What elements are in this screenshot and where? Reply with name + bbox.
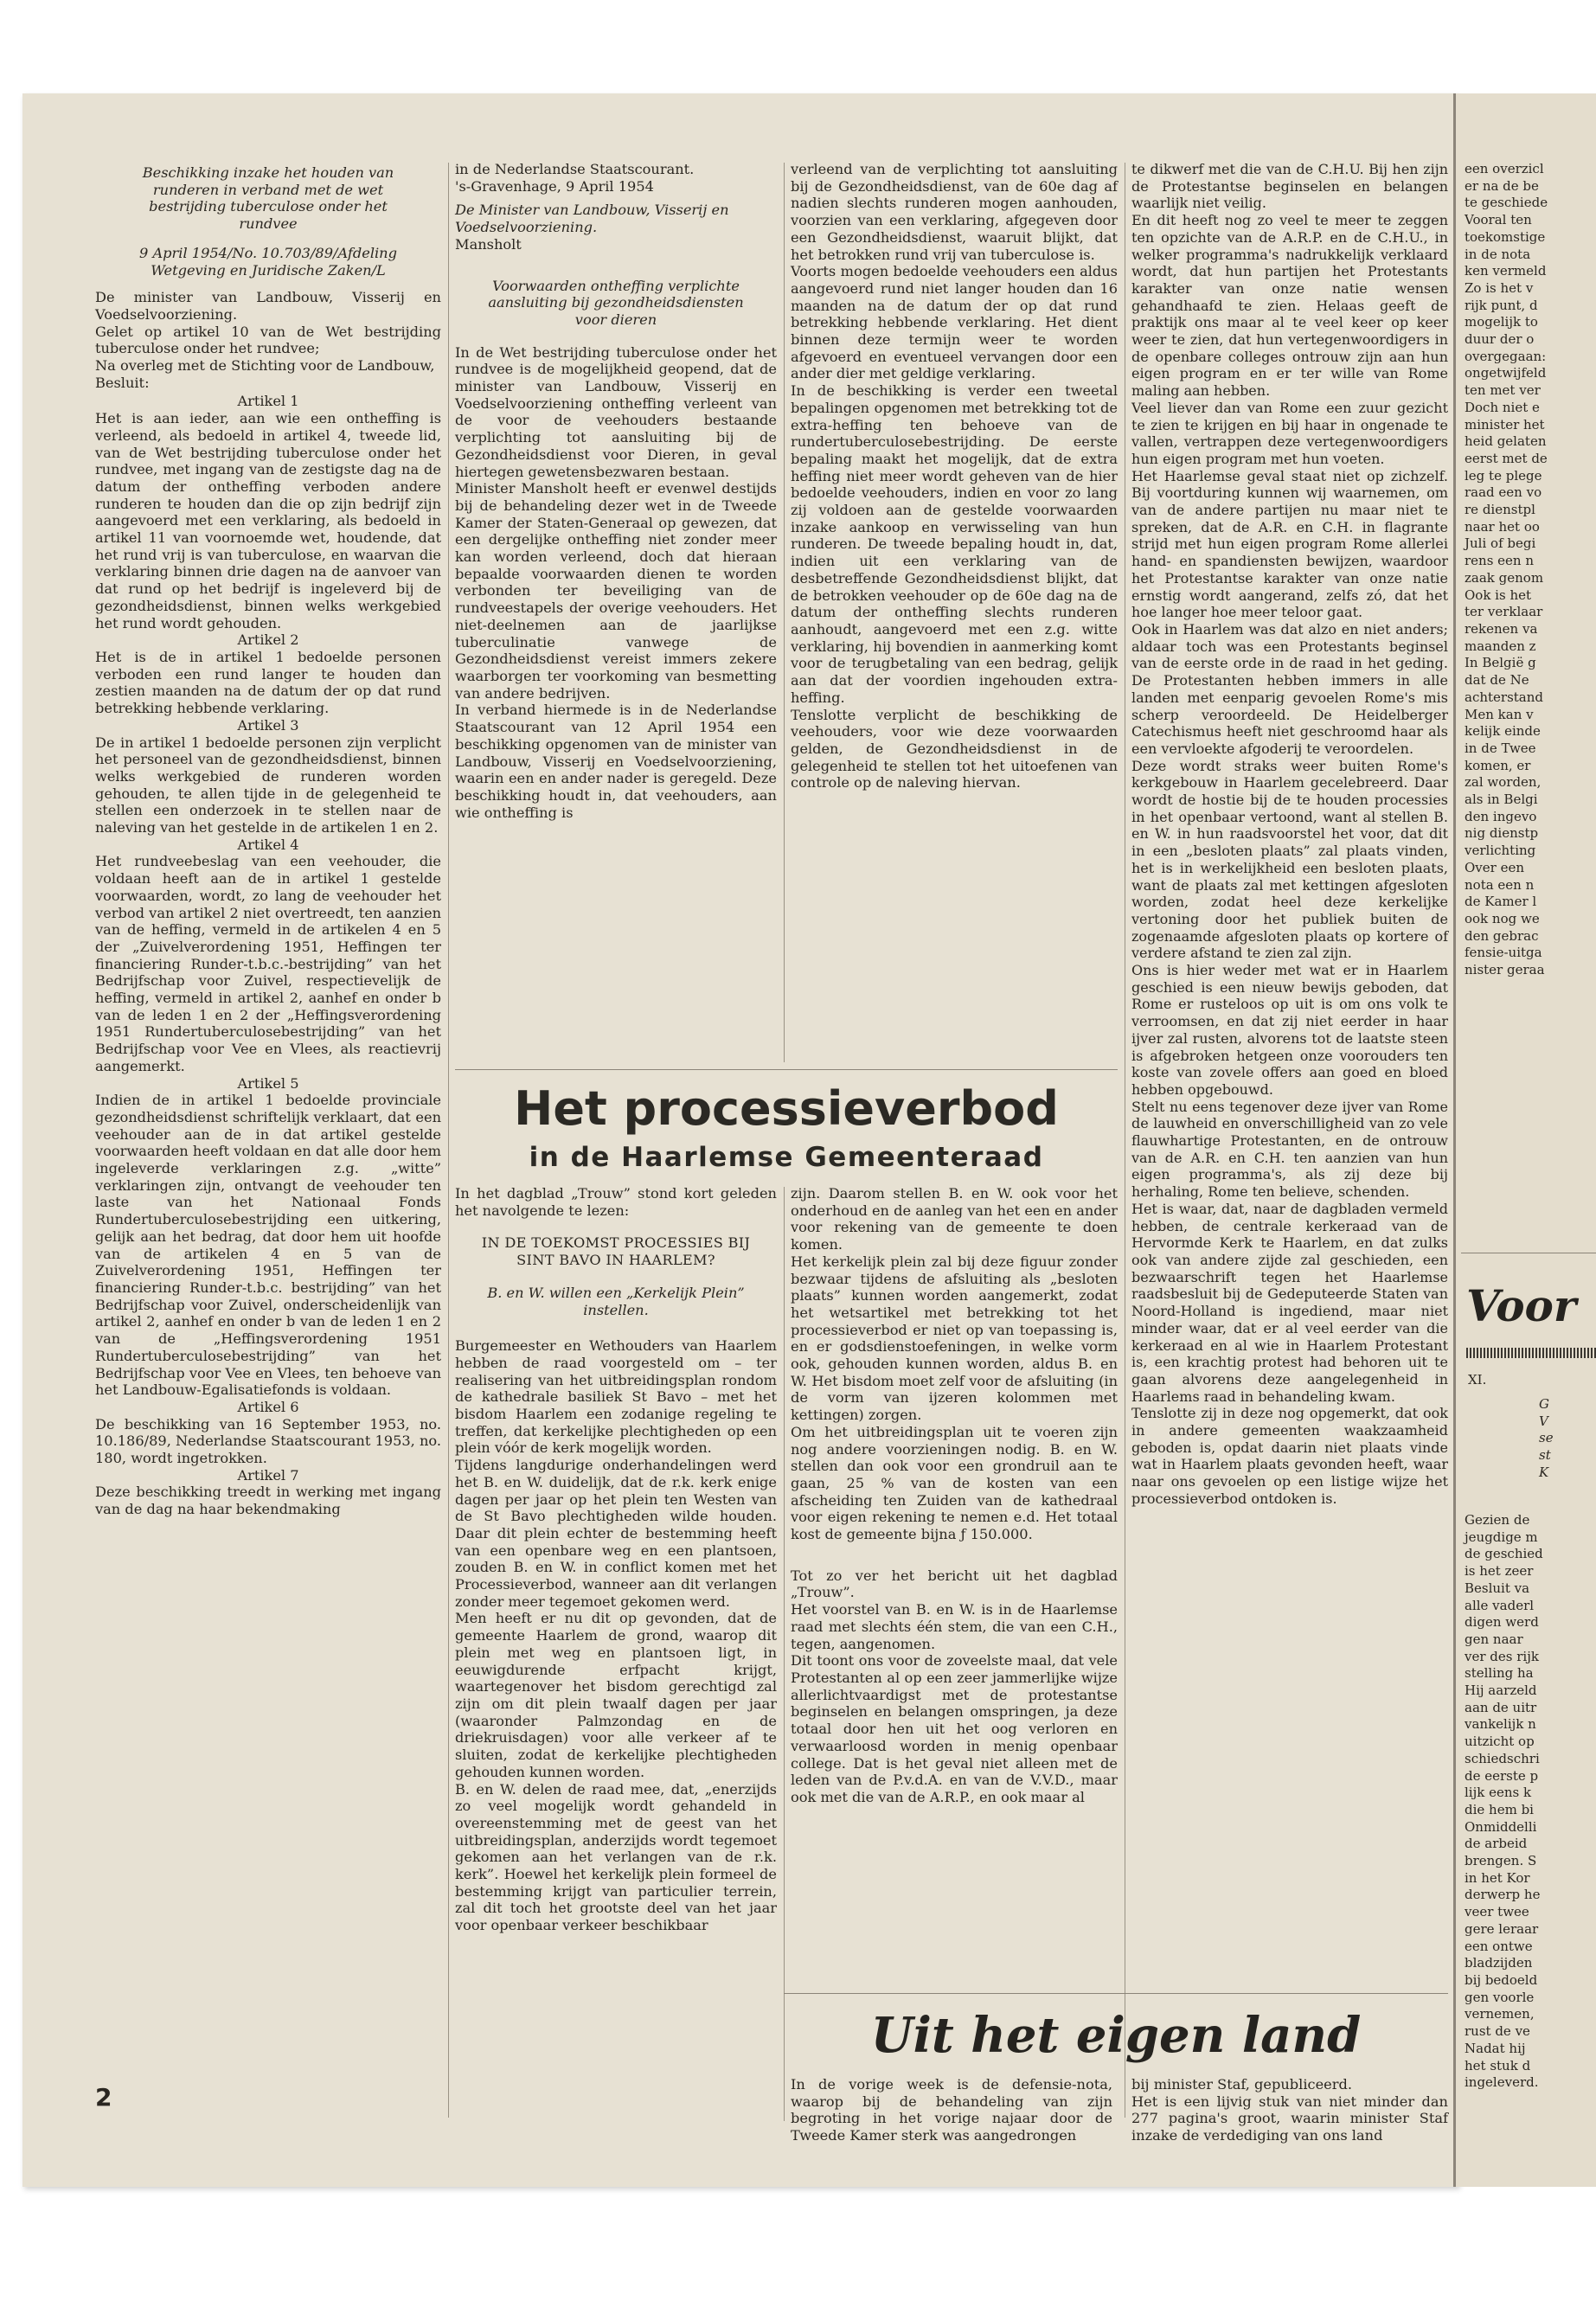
adjacent-text-line: gen voorle [1465, 1989, 1535, 2005]
section-rule [784, 1993, 1448, 1994]
decree-dateline: 9 April 1954/No. 10.703/89/Afdeling Wetgeving en Juridische Zaken/L [139, 244, 397, 279]
section-rule [455, 1069, 1118, 1070]
commentary-text: Tot zo ver het bericht uit het dagblad „Trouw”. Het voorstel van B. en W. is in de Haarlemse raad met slechts één stem, die van een C.H., tegen, aangenomen. Dit toont ons voor de zoveelste maal, dat vele Protestanten al op een zeer jammerlijke wijze allerlichtvaardigst met de protestantse beginselen en belangen omspringen, ja deze totaal door hen uit het oog verloren en verwaarloosd worden in menig openbaar college. Dat is het geval niet alleen met de leden van de P.v.d.A. en van de V.V.D., maar ook met die van de A.R.P., en ook maar al [791, 1567, 1118, 1805]
adjacent-text-line: als in Belgi [1465, 792, 1538, 808]
col2-text-1: in de Nederlandse Staatscourant. 's-Gravenhage, 9 April 1954 [455, 161, 695, 195]
decree-intro: De minister van Landbouw, Visserij en Voedselvoorziening. Gelet op artikel 10 van de Wet bestrijding tuberculose onder het rundvee; Na overleg met de Stichting voor de Landbouw, Besluit: [95, 289, 441, 391]
column-2 [455, 161, 777, 821]
adjacent-text-line: zaak genom [1465, 569, 1544, 586]
adjacent-text-line: Doch niet e [1465, 399, 1540, 415]
adjacent-text-line: nister geraa [1465, 962, 1545, 978]
article-7-text: Deze beschikking treedt in werking met ingang van de dag na haar bekendmaking [95, 1484, 441, 1518]
trouw-text: Burgemeester en Wethouders van Haarlem hebben de raad voorgesteld om – ter realisering van het uitbreidingsplan rondom de kathedrale basiliek St Bavo – met het bisdom Haarlem een zodanige regeling te treffen, dat kerkelijke plechtigheden op een plein vóór de kerk mogelijk worden. Tijdens langdurige onderhandelingen werd het B. en W. duidelijk, dat de r.k. kerk enige dagen per jaar op het plein ten Westen van de St Bavo plechtigheden wilde houden. Daar dit plein echter de bestemming heeft van een openbare weg en een plantsoen, zouden B. en W. in conflict komen met het Processieverbod, wanneer aan dit verlangen zonder meer tegemoet gekomen werd. Men heeft er nu dit op gevonden, dat de gemeente Haarlem de grond, waarop dit plein met weg en plantsoen ligt, in eeuwigdurende erfpacht krijgt, waartegenover het bisdom gerechtigd zal zijn om dit plein twaalf dagen per jaar (waaronder Palmzondag en de driekruisdagen) voor alle verkeer af te sluiten, zodat de kerkelijke plechtigheden gehouden kunnen worden. B. en W. delen de raad mee, dat, „enerzijds zo veel mogelijk wordt gehandeld in overeenstemming met de geest van het uitbreidingsplan, anderzijds wordt tegemoet gekomen aan het verlangen van de r.k. kerk”. Hoewel het kerkelijk plein formeel de bestemming krijgt van particulier terrein, zal dit toch het grootste deel van het jaar voor openbaar verkeer beschikbaar [455, 1337, 777, 1934]
adjacent-text-line: overgegaan: [1465, 348, 1547, 364]
adjacent-text-line: de geschied [1465, 1546, 1543, 1562]
article-2-title: Artikel 2 [237, 631, 299, 649]
adjacent-text-line: den ingevo [1465, 808, 1537, 824]
adjacent-text-line: toekomstige [1465, 228, 1546, 245]
newspaper-page [22, 93, 1458, 2187]
article-4-text: Het rundveebeslag van een veehouder, die voldaan heeft aan de in artikel 1 gestelde voorwaarden, wordt, zo lang de veehouder het verbod van artikel 2 niet overtreedt, ten aanzien van de heffing, vermeld in de artikelen 4 en 5 der „Zuivelverordening 1951, Heffingen ter financiering Runder-t.b.c.-bestrijding” van het Bedrijfschap voor Zuivel, respectievelijk de heffing, vermeld in artikel 2, aanhef en onder b van de leden 1 en 2 der „Heffingsverordening 1951 Rundertuberculosebestrijding” van het Bedrijfschap voor Vee en Vlees, als reactievrij aangemerkt. [95, 853, 441, 1074]
adjacent-side-letter: K [1539, 1464, 1549, 1480]
adjacent-text-line: Hij aarzeld [1465, 1682, 1537, 1699]
adjacent-text-line: de eerste p [1465, 1767, 1539, 1784]
adjacent-text-line: ter verklaar [1465, 604, 1543, 620]
adjacent-text-line: ook nog we [1465, 910, 1540, 926]
col3-text: verleend van de verplichting tot aansluiting bij de Gezondheidsdienst, van de 60e dag af nadien slechts runderen mogen aanhouden, voorzien van een verklaring, afgegeven door een Gezondheidsdienst, waaruit blijkt, dat het betrokken rund vrij van tuberculose is. Voorts mogen bedoelde veehouders een aldus aangevoerd rund niet langer houden dan 16 maanden na de datum der op dat rund betrekking hebbende verklaring. Het dient binnen deze termijn weer te worden afgevoerd en eventueel vervangen door een ander dier met geldige verklaring. In de beschikking is verder een tweetal bepalingen opgenomen met betrekking tot de extra-heffing ten behoeve van de rundertuberculosebestrijding. De eerste bepaling maakt het mogelijk, dat de extra heffing niet meer wordt geheven van de hier bedoelde veehouders, indien en voor zo lang zij voldoen aan de gestelde voorwaarden inzake aankoop en verwisseling van hun runderen. De tweede bepaling houdt in, dat, indien uit een verklaring van de desbetreffende Gezondheidsdienst blijkt, dat de betrokken veehouder op de 60e dag na de datum der ontheffing slechts runderen aanhoudt, aangevoerd met een z.g. witte verklaring, hij bovendien in aanmerking komt voor de terugbetaling van een bedrag, gelijk aan dat der voordien ingehouden extra-heffing. Tenslotte verplicht de beschikking de veehouders, voor wie deze voorwaarden gelden, de Gezondheidsdienst in de gelegenheid te stellen tot het uitoefenen van controle op de naleving hiervan. [791, 161, 1118, 792]
trouw-intro: In het dagblad „Trouw” stond kort geleden het navolgende te lezen: [455, 1185, 777, 1219]
adjacent-text-line: eerst met de [1465, 450, 1548, 466]
adjacent-side-letter: G [1539, 1396, 1549, 1412]
adjacent-text-line: minister het [1465, 416, 1545, 433]
adjacent-text-line: veer twee [1465, 1904, 1529, 1920]
adjacent-text-line: dat de Ne [1465, 672, 1529, 689]
adjacent-text-line: brengen. S [1465, 1853, 1537, 1869]
uit-text: In de vorige week is de defensie-nota, waarop bij de behandeling van zijn begroting in het vorige najaar door de Tweede Kamer sterk was aangedrongen [791, 2076, 1112, 2144]
adjacent-text-line: heid gelaten [1465, 433, 1547, 450]
adjacent-text-line: lijk eens k [1465, 1785, 1532, 1801]
adjacent-text-line: er na de be [1465, 177, 1539, 194]
adjacent-text-line: Men kan v [1465, 706, 1534, 722]
adjacent-text-line: de arbeid [1465, 1836, 1528, 1852]
adjacent-text-line: Vooral ten [1465, 212, 1532, 228]
adjacent-text-line: rijk punt, d [1465, 297, 1538, 313]
adjacent-text-line: gere leraar [1465, 1920, 1539, 1937]
adjacent-text-line: een overzicl [1465, 161, 1544, 176]
adjacent-text-line: Nadat hij [1465, 2040, 1526, 2056]
adjacent-text-line: Besluit va [1465, 1580, 1530, 1596]
adjacent-page [1453, 93, 1596, 2187]
trouw-subheadline: B. en W. willen een „Kerkelijk Plein” instellen. [487, 1284, 745, 1318]
processie-column-b [791, 1185, 1118, 1806]
adjacent-text-line: in het Kor [1465, 1869, 1530, 1886]
adjacent-text-line: in de nota [1465, 246, 1531, 262]
page-number: 2 [95, 2083, 112, 2112]
adjacent-text-line: achterstand [1465, 689, 1544, 705]
adjacent-side-letter: st [1539, 1447, 1551, 1464]
adjacent-text-line: duur der o [1465, 331, 1535, 348]
adjacent-text-line: ten met ver [1465, 382, 1541, 399]
column-divider [784, 163, 785, 1062]
uit-het-eigen-land-headline: Uit het eigen land [870, 2007, 1362, 2064]
adjacent-text-line: fensie-uitga [1465, 945, 1542, 961]
adjacent-side-letter: se [1539, 1430, 1554, 1446]
adjacent-text-line: is het zeer [1465, 1563, 1534, 1580]
adjacent-text-line: ongetwijfeld [1465, 365, 1547, 381]
adjacent-text-line: den gebrac [1465, 927, 1539, 944]
adjacent-text-line: leg te plege [1465, 467, 1542, 484]
adjacent-text-line: kelijk einde [1465, 723, 1541, 740]
adjacent-text-line: Gezien de [1465, 1512, 1530, 1528]
adjacent-text-line: Juli of begi [1465, 535, 1536, 552]
adjacent-text-line: re dienstpl [1465, 502, 1535, 518]
adjacent-text-line: in de Twee [1465, 740, 1536, 756]
decorative-bar [1466, 1348, 1596, 1358]
article-5-text: Indien de in artikel 1 bedoelde provinciale gezondheidsdienst schriftelijk verklaart, dat een veehouder aan de in dat artikel gestelde voorwaarden heeft voldaan en dat alle door hem ingeleverde verklaringen z.g. „witte” verklaringen zijn, ontvangt de veehouder ten laste van het Nationaal Fonds Rundertuberculosebestrijding een uitkering, gelijk aan het bedrag, dat door hem uit hoofde van de artikelen 4 en 5 van de Zuivelverordening 1951, Heffingen ter financiering Runder-t.b.c. bestrijding” van het Bedrijfschap voor Zuivel, onderscheidenlijk van artikel 2, aanhef en onder b van de leden 1 en 2 van de „Heffingsverordening 1951 Rundertuberculosebestrijding” van het Bedrijfschap voor Vee en Vlees, ten behoeve van het Landbouw-Egalisatiefonds is voldaan. [95, 1092, 441, 1399]
adjacent-text-line: mogelijk to [1465, 314, 1538, 330]
adjacent-headline: Voor [1466, 1280, 1577, 1331]
adjacent-text-line: In België g [1465, 655, 1536, 671]
section-number: XI. [1468, 1372, 1487, 1388]
adjacent-text-line: de Kamer l [1465, 894, 1537, 910]
minister-signature: Mansholt [455, 235, 522, 253]
processieverbod-headline: Het processieverbod [514, 1081, 1059, 1136]
adjacent-text-line: naar het oo [1465, 518, 1540, 535]
minister-title: De Minister van Landbouw, Visserij en Voedselvoorziening. [455, 202, 729, 236]
column-3 [791, 161, 1118, 792]
adjacent-text-line: alle vaderl [1465, 1597, 1535, 1613]
article-5-title: Artikel 5 [237, 1074, 299, 1092]
adjacent-text-line: een ontwe [1465, 1938, 1533, 1954]
ontheffing-heading: Voorwaarden ontheffing verplichte aansluiting bij gezondheidsdiensten voor dieren [488, 277, 744, 328]
trouw-headline: IN DE TOEKOMST PROCESSIES BIJ SINT BAVO IN HAARLEM? [481, 1234, 751, 1269]
adjacent-text-line: schiedschri [1465, 1750, 1540, 1766]
article-7-title: Artikel 7 [237, 1466, 299, 1484]
adjacent-text-line: jeugdige m [1465, 1529, 1538, 1545]
adjacent-text-line: Zo is het v [1465, 279, 1534, 296]
article-6-title: Artikel 6 [237, 1398, 299, 1415]
article-1-title: Artikel 1 [237, 393, 299, 410]
adjacent-text-line: raad een vo [1465, 484, 1542, 501]
column-1 [95, 161, 441, 1518]
adjacent-text-line: bij bedoeld [1465, 1971, 1538, 1988]
adjacent-text-line: stelling ha [1465, 1665, 1534, 1682]
article-3-text: De in artikel 1 bedoelde personen zijn verplicht het personeel van de gezondheidsdienst, binnen welks werkgebied de runderen worden gehouden, te allen tijde in de gelegenheid te stellen een onderzoek in te stellen naar de naleving van het gestelde in de artikelen 1 en 2. [95, 734, 441, 836]
adjacent-text-line: aan de uitr [1465, 1699, 1537, 1715]
adjacent-text-line: ingeleverd. [1465, 2074, 1539, 2091]
ontheffing-text: In de Wet bestrijding tuberculose onder het rundvee is de mogelijkheid geopend, dat de minister van Landbouw, Visserij en Voedselvoorziening ontheffing verleent van de voor de veehouders bestaande verplichting tot aansluiting bij de Gezondheidsdienst voor Dieren, in geval hiertegen gewetensbezwaren bestaan. Minister Mansholt heeft er evenwel destijds bij de behandeling dezer wet in de Tweede Kamer der Staten-Generaal op gewezen, dat een dergelijke ontheffing niet zonder meer kan worden verleend, doch dat hieraan bepaalde voorwaarden dienen te worden verbonden ter beveiliging van de rundveestapels der overige veehouders. Het niet-deelnemen aan de jaarlijkse tuberculinatie vanwege de Gezondheidsdienst vereist immers zekere waarborgen ter voorkoming van besmetting van andere bedrijven. In verband hiermede is in de Nederlandse Staatscourant van 12 April 1954 een beschikking opgenomen van de minister van Landbouw, Visserij en Voedselvoorziening, waarin een en ander nader is geregeld. Deze beschikking houdt in, dat veehouders, aan wie ontheffing is [455, 343, 777, 821]
adjacent-text-line: Ook is het [1465, 586, 1532, 603]
adjacent-text-line: Over een [1465, 859, 1525, 875]
adjacent-text-line: nig dienstp [1465, 825, 1539, 842]
adjacent-text-line: vankelijk n [1465, 1716, 1536, 1733]
adjacent-column-bottom [1465, 1512, 1596, 2092]
adjacent-text-line: digen werd [1465, 1614, 1539, 1631]
adjacent-text-line: te geschiede [1465, 195, 1548, 211]
col4-text: te dikwerf met die van de C.H.U. Bij hen zijn de Protestantse beginselen en belangen waarlijk niet veilig. En dit heeft nog zo veel te meer te zeggen ten opzichte van de A.R.P. en de C.H.U., in welker programma's nadrukkelijk verklaard wordt, dat hun partijen het Protestants karakter van onze natie wensen gehandhaafd te zien. Helaas geeft de praktijk ons maar al te veel keer op keer weer te zien, dat hun vertegenwoordigers in de openbare colleges ontrouw zijn aan hun eigen program en er ter wille van Rome maling aan hebben. Veel liever dan van Rome een zuur gezicht te zien te krijgen en bij haar in ongenade te vallen, vertrappen deze vertegenwoordigers hun eigen program met hun voeten. Het Haarlemse geval staat niet op zichzelf. Bij voortduring kunnen wij waarnemen, om van de andere partijen nu maar niet te spreken, dat de A.R. en C.H. in flagrante strijd met hun eigen program Rome allerlei hand- en spandiensten bewijzen, waardoor het Protestantse karakter van onze natie ernstig wordt aangerand, zelfs zó, dat het hoe langer hoe meer teloor gaat. Ook in Haarlem was dat alzo en niet anders; aldaar toch was een Protestants beginsel van de eerste orde in de raad in het geding. De Protestanten hebben immers in alle landen met eenparig gevoelen Rome's mis scherp veroordeeld. De Heidelberger Catechismus heeft niet geschroomd haar als een vervloekte afgoderij te veroordelen. Deze wordt straks weer buiten Rome's kerkgebouw in Haarlem gecelebreerd. Daar wordt de hostie bij de te houden processies in het openbaar vertoond, want al stellen B. en W. in hun raadsvoorstel het voor, dat dit in een „besloten plaats” zal plaats vinden, het is in werkelijkheid een besloten plaats, want de plaats zal met kettingen afgesloten worden, zodat heel deze kerkelijke vertoning door het publiek buiten de zogenaamde afgesloten plaats op kortere of verdere afstand te zien zal zijn. Ons is hier weder met wat er in Haarlem geschied is een nieuw bewijs geboden, dat Rome er rusteloos op uit is om ons volk te verroomsen, en dat zij niet eerder in haar ijver zal rusten, alvorens tot de laatste steen is afgebroken hetgeen onze voorouders ten koste van zovele offers aan goed en bloed hebben opgebouwd. Stelt nu eens tegenover deze ijver van Rome de lauwheid en onverschilligheid van zo vele flauwhartige Protestanten, en de ontrouw van de A.R. en C.H. ten aanzien van hun eigen programma's, als zij deze bij herhaling, Rome ten believe, schenden. Het is waar, dat, naar de dagbladen vermeld hebben, de centrale kerkeraad van de Hervormde Kerk te Haarlem, en dat zulks ook van andere zijde zal geschieden, een bezwaarschrift tegen het Haarlemse raadsbesluit bij de Gedeputeerde Staten van Noord-Holland is ingediend, maar niet minder waar, dat er al veel eerder van die kerkeraad en al wie in Haarlem Protestant is, een krachtig protest had behoren uit te gaan alvorens deze aangelegenheid in Haarlems raad in behandeling kwam. Tenslotte zij in deze nog opgemerkt, dat ook in andere gemeenten waakzaamheid geboden is, opdat daarin niet plaats vinde wat in Haarlem plaats gevonden heeft, waar naar ons gevoelen op een listige wijze het processieverbod ontdoken is. [1131, 161, 1448, 1507]
adjacent-text-line: vernemen, [1465, 2006, 1535, 2022]
uit-column-a [791, 2076, 1112, 2144]
adjacent-text-line: bladzijden [1465, 1955, 1533, 1971]
uit-column-b [1131, 2076, 1448, 2144]
adjacent-text-line: nota een n [1465, 876, 1535, 893]
article-3-title: Artikel 3 [237, 716, 299, 734]
adjacent-side-letter: V [1539, 1413, 1548, 1429]
adjacent-text-line: uitzicht op [1465, 1734, 1535, 1750]
adjacent-text-line: derwerp he [1465, 1887, 1541, 1903]
adjacent-side-letters [1539, 1396, 1554, 1482]
adjacent-text-line: maanden z [1465, 638, 1536, 654]
adjacent-text-line: die hem bi [1465, 1801, 1534, 1817]
adjacent-text-line: ver des rijk [1465, 1648, 1539, 1664]
adjacent-text-line: rust de ve [1465, 2023, 1530, 2040]
adjacent-text-line: zal worden, [1465, 774, 1542, 791]
adjacent-text-line: Onmiddelli [1465, 1818, 1537, 1835]
processieverbod-subhead: in de Haarlemse Gemeenteraad [529, 1142, 1044, 1173]
adjacent-text-line: komen, er [1465, 757, 1531, 773]
article-6-text: De beschikking van 16 September 1953, no. 10.186/89, Nederlandse Staatscourant 1953, no. 180, wordt ingetrokken. [95, 1415, 441, 1467]
trouw-text-continued: zijn. Daarom stellen B. en W. ook voor het onderhoud en de aanleg van het een en ander voor rekening van de gemeente te doen komen. Het kerkelijk plein zal bij deze figuur zonder bezwaar tijdens de afsluiting als „besloten plaats” kunnen worden aangemerkt, zodat het wetsartikel met betrekking tot het processieverbod er niet op van toepassing is, en er godsdienstoefeningen, in welke vorm ook, gehouden kunnen worden, aldus B. en W. Het bisdom moet zelf voor de afsluiting (in de vorm van ijzeren kolommen met kettingen) zorgen. Om het uitbreidingsplan uit te voeren zijn nog andere voorzieningen nodig. B. en W. stellen dan ook voor een grondruil aan te gaan, 25 % van de kosten van een afscheiding ten Zuiden van de kathedraal voor eigen rekening te nemen e.d. Het totaal kost de gemeente bijna ƒ 150.000. [791, 1185, 1118, 1543]
adjacent-text-line: gen naar [1465, 1631, 1523, 1647]
column-4 [1131, 161, 1448, 1508]
adjacent-text-line: rens een n [1465, 553, 1535, 569]
article-2-text: Het is de in artikel 1 bedoelde personen verboden een rund langer te houden dan zestien maanden na de datum der op dat rund betrekking hebbende verklaring. [95, 648, 441, 717]
column-divider [784, 1187, 785, 2121]
adjacent-text-line: rekenen va [1465, 620, 1538, 637]
adjacent-text-line: verlichting [1465, 843, 1536, 859]
decree-heading: Beschikking inzake het houden van runderen in verband met de wet bestrijding tuberculose onder het rundvee [142, 164, 394, 233]
processie-column-a [455, 1185, 777, 1934]
article-1-text: Het is aan ieder, aan wie een ontheffing is verleend, als bedoeld in artikel 4, tweede lid, van de Wet bestrijding tuberculose onder het rundvee, met ingang van de zestigste dag na de datum der ontheffing verboden andere runderen te houden dan die op zijn bedrijf zijn aangevoerd met een verklaring, als bedoeld in artikel 11 van voornoemde wet, houdende, dat het rund vrij is van tuberculose, en waarvan die verklaring binnen drie dagen na de aanvoer van dat rund op het bedrijf is ingeleverd bij de gezondheidsdienst, binnen welks werkgebied het rund wordt gehouden. [95, 410, 441, 631]
uit-text-continued: bij minister Staf, gepubliceerd. Het is een lijvig stuk van niet minder dan 277 pagina's groot, waarin minister Staf inzake de verdediging van ons land [1131, 2076, 1448, 2144]
adjacent-column-top [1465, 161, 1596, 979]
column-divider [448, 163, 449, 2118]
article-4-title: Artikel 4 [237, 836, 299, 853]
adjacent-text-line: ken vermeld [1465, 263, 1547, 279]
adjacent-text-line: het stuk d [1465, 2057, 1531, 2073]
